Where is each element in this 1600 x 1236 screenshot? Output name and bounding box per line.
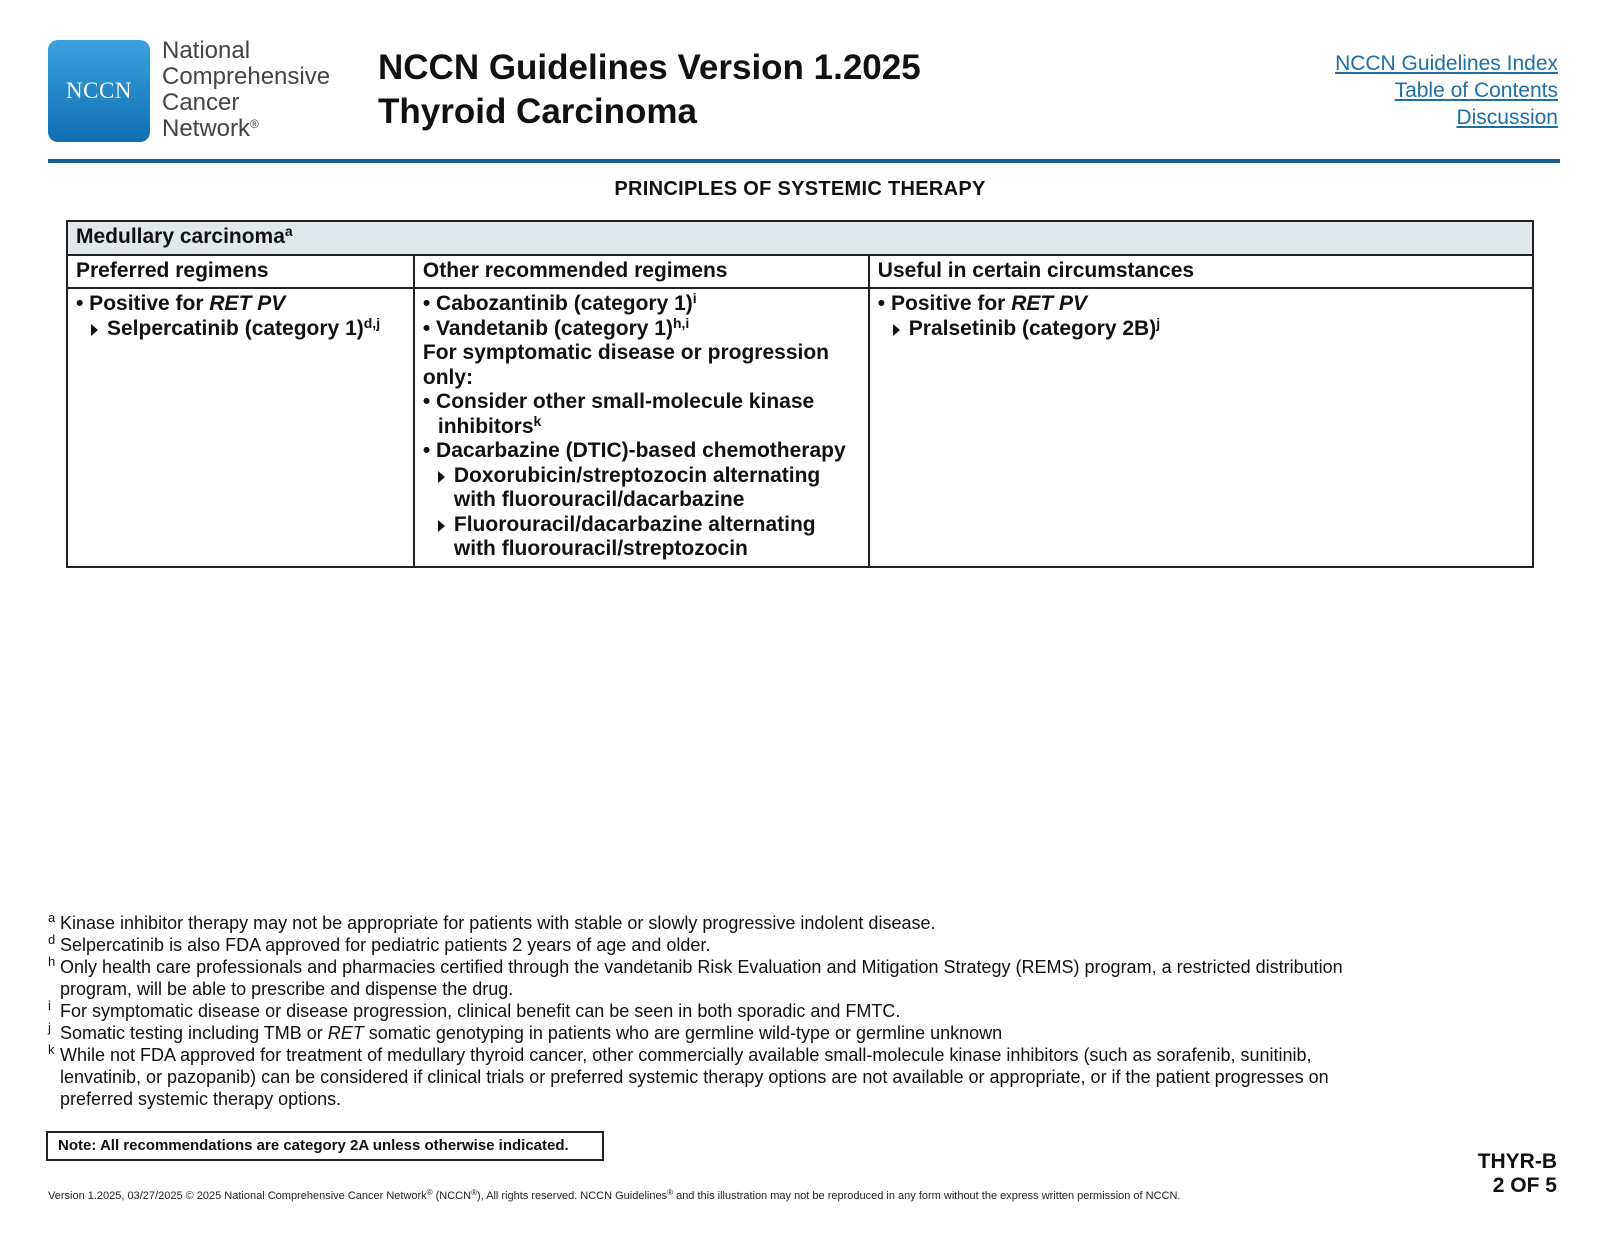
footnote-mark: j <box>48 1020 51 1035</box>
footnote-ref: i <box>692 290 697 306</box>
column-header-preferred: Preferred regimens <box>67 255 414 289</box>
list-item: • Dacarbazine (DTIC)-based chemotherapy <box>422 439 846 462</box>
list-item: Doxorubicin/streptozocin alternating <box>423 464 860 489</box>
footnote-i: i For symptomatic disease or disease progression, clinical benefit can be seen in both sporadic and FMTC. <box>48 1000 1548 1022</box>
nccn-logo <box>48 40 150 142</box>
footnote-mark: k <box>48 1042 55 1057</box>
list-item: Selpercatinib (category 1)$^{d,j}$ <box>76 317 405 342</box>
cancer-type-title: Thyroid Carcinoma <box>378 92 697 131</box>
triangle-bullet-icon <box>438 471 445 483</box>
footnote-k: k While not FDA approved for treatment of medullary thyroid cancer, other commercially available small-molecule kinase inhibitors (such as sorafenib, sunitinib, lenvatinib, or pazopanib) can be considered if clinical trials or preferred systemic therapy options are not available or appropriate, or if the patient progresses on preferred systemic therapy options. <box>48 1044 1548 1110</box>
list-item-continued: with fluorouracil/streptozocin <box>453 537 748 560</box>
preferred-regimens-cell <box>67 288 414 567</box>
list-item-continued: with fluorouracil/dacarbazine <box>453 488 745 511</box>
column-header-row <box>67 255 1533 289</box>
footnote-mark: h <box>48 954 56 969</box>
footnote-mark: d <box>48 932 56 947</box>
list-item: • Positive for RET PV <box>877 292 1088 315</box>
list-item: • Vandetanib (category 1)$^{h,i}$ <box>422 314 690 340</box>
footnote-ref: a <box>284 223 293 239</box>
medullary-carcinoma-banner: Medullary carcinoma$^a$ <box>67 221 1533 255</box>
list-item-continued: inhibitors$^k$ <box>437 412 542 438</box>
org-name-line: Comprehensive <box>162 63 331 90</box>
footnote-a: a Kinase inhibitor therapy may not be appropriate for patients with stable or slowly progressive indolent disease. <box>48 912 1548 934</box>
page-identifier <box>1478 1150 1557 1198</box>
registered-mark: ® <box>250 117 259 131</box>
footnote-mark: a <box>48 910 56 925</box>
useful-regimens-cell <box>869 288 1533 567</box>
regimens-table <box>66 220 1534 568</box>
page-code: THYR-B <box>1477 1150 1557 1173</box>
page-number: 2 OF 5 <box>1492 1174 1557 1197</box>
regimens-row <box>67 288 1533 567</box>
guidelines-index-link[interactable]: NCCN Guidelines Index <box>1335 52 1558 75</box>
other-regimens-cell <box>414 288 869 567</box>
navigation-links <box>1335 50 1558 131</box>
triangle-bullet-icon <box>438 520 445 532</box>
copyright-notice: Version 1.2025, 03/27/2025 © 2025 National Comprehensive Cancer Network® (NCCN®), All rights reserved. NCCN Guidelines® and this illustration may not be reproduced in any form without the express written permission of NCCN. <box>48 1188 1181 1202</box>
triangle-bullet-icon <box>91 324 98 336</box>
page-header <box>48 38 1558 158</box>
footnotes <box>48 912 1548 1110</box>
document-title <box>378 46 921 134</box>
org-name-line: National <box>162 37 251 64</box>
column-header-useful: Useful in certain circumstances <box>869 255 1533 289</box>
table-of-contents-link[interactable]: Table of Contents <box>1394 79 1558 102</box>
org-name-line: Network® <box>162 115 259 142</box>
list-item: • Cabozantinib (category 1)$^i$ <box>422 290 697 315</box>
category-note-box: Note: All recommendations are category 2A unless otherwise indicated. <box>46 1131 604 1161</box>
footnote-ref: j <box>1156 314 1161 331</box>
column-header-other: Other recommended regimens <box>414 255 869 289</box>
section-title: PRINCIPLES OF SYSTEMIC THERAPY <box>614 178 986 200</box>
list-item: • Consider other small-molecule kinase <box>422 390 815 413</box>
guidelines-version-title: NCCN Guidelines Version 1.2025 <box>378 48 921 87</box>
list-item: • Positive for RET PV <box>76 292 286 315</box>
table-banner-row <box>67 221 1533 255</box>
footnote-ref: d,j <box>363 314 381 331</box>
footnote-mark: i <box>48 998 51 1013</box>
footnote-j: j Somatic testing including TMB or RET somatic genotyping in patients who are germline wild-type or germline unknown <box>48 1022 1548 1044</box>
triangle-bullet-icon <box>893 324 900 336</box>
footnote-h: h Only health care professionals and pharmacies certified through the vandetanib Risk Evaluation and Mitigation Strategy (REMS) program, a restricted distribution program, will be able to prescribe and dispense the drug. <box>48 956 1548 1000</box>
header-rule <box>48 159 1560 163</box>
logo-text: NCCN <box>66 78 132 103</box>
organization-name <box>162 38 330 142</box>
footnote-ref: h,i <box>672 314 690 331</box>
discussion-link[interactable]: Discussion <box>1456 106 1558 129</box>
footnote-ref: k <box>533 412 542 429</box>
symptomatic-note: only: <box>422 365 474 389</box>
org-name-line: Cancer <box>162 89 240 116</box>
list-item: Fluorouracil/dacarbazine alternating <box>423 513 860 538</box>
footnote-d: d Selpercatinib is also FDA approved for pediatric patients 2 years of age and older. <box>48 934 1548 956</box>
symptomatic-note: For symptomatic disease or progression <box>422 341 829 364</box>
list-item: Pralsetinib (category 2B)$^j$ <box>878 317 1524 342</box>
